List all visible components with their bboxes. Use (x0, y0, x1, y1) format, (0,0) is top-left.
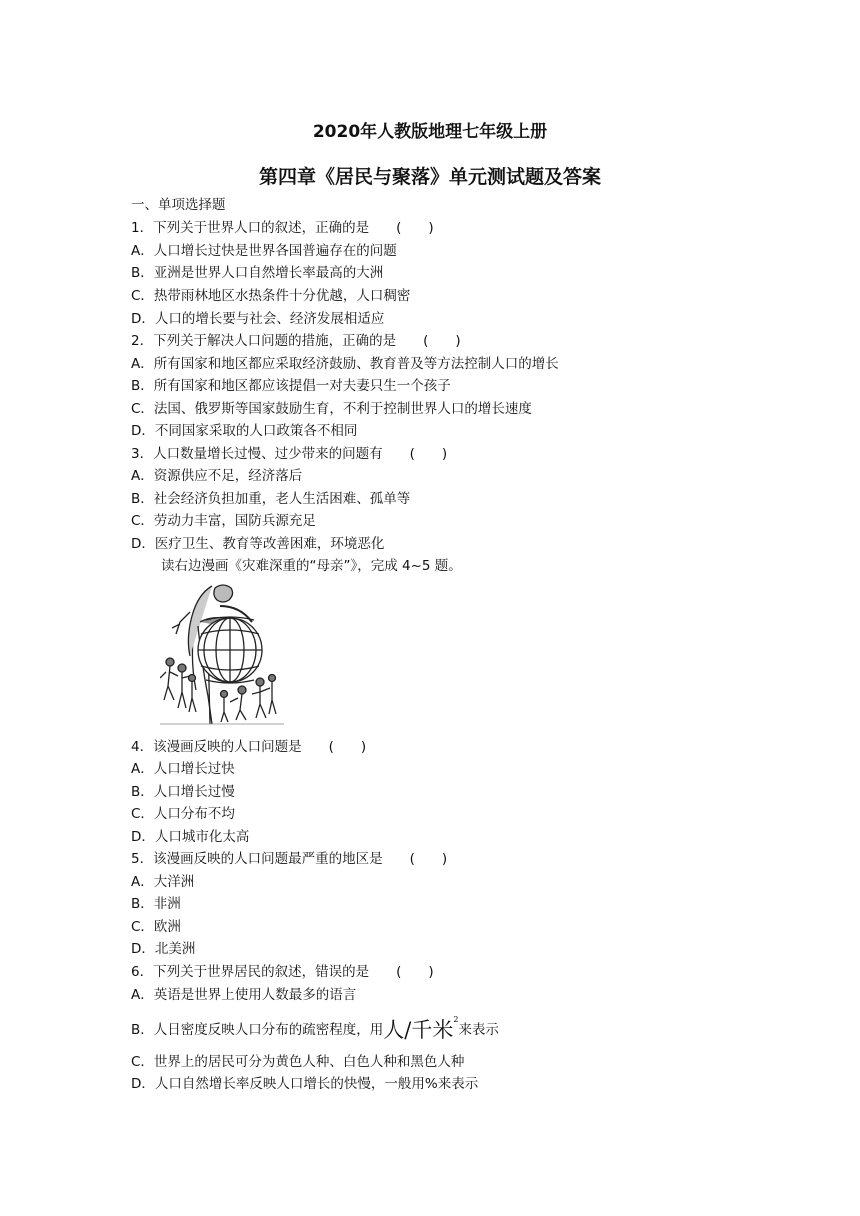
option-3c: C．劳动力丰富，国防兵源充足 (131, 513, 316, 529)
option-6c: C．世界上的居民可分为黄色人种、白色人种和黑色人种 (131, 1054, 465, 1070)
option-4d: D．人口城市化太高 (131, 829, 250, 845)
option-1b: B．亚洲是世界人口自然增长率最高的大洲 (131, 265, 384, 281)
question-1: 1．下列关于世界人口的叙述，正确的是 ( ) (131, 220, 434, 236)
option-3a: A．资源供应不足，经济落后 (131, 468, 303, 484)
option-3d: D．医疗卫生、教育等改善困难，环境恶化 (131, 536, 385, 552)
option-2d: D．不同国家采取的人口政策各不相同 (131, 423, 358, 439)
option-5b: B．非洲 (131, 896, 181, 912)
option-1c: C．热带雨林地区水热条件十分优越，人口稠密 (131, 288, 411, 304)
question-6: 6．下列关于世界居民的叙述，错误的是 ( ) (131, 964, 434, 980)
option-6b-text: B．人日密度反映人口分布的疏密程度，用 (131, 1022, 384, 1038)
option-2a: A．所有国家和地区都应采取经济鼓励、教育普及等方法控制人口的增长 (131, 356, 559, 372)
option-4c: C．人口分布不均 (131, 806, 235, 822)
unit-exponent: 2 (453, 1015, 459, 1024)
option-5c: C．欧洲 (131, 919, 181, 935)
option-1a: A．人口增长过快是世界各国普遍存在的问题 (131, 243, 397, 259)
question-2: 2．下列关于解决人口问题的措施，正确的是 ( ) (131, 333, 461, 349)
density-unit: 人/千米 (383, 1018, 454, 1042)
page-subtitle: 第四章《居民与聚落》单元测试题及答案 (258, 166, 601, 188)
option-1d: D．人口的增长要与社会、经济发展相适应 (131, 311, 385, 327)
question-3: 3．人口数量增长过慢、过少带来的问题有 ( ) (131, 446, 448, 462)
cartoon-mother-globe-image (160, 582, 284, 728)
option-6b (131, 1015, 499, 1042)
option-4b: B．人口增长过慢 (131, 784, 235, 800)
page-title: 2020年人教版地理七年级上册 (312, 122, 548, 142)
question-4: 4．该漫画反映的人口问题是 ( ) (131, 739, 367, 755)
section-heading: 一、单项选择题 (131, 197, 226, 213)
option-2b: B．所有国家和地区都应该提倡一对夫妻只生一个孩子 (131, 378, 451, 394)
cartoon-intro: 读右边漫画《灾难深重的“母亲”》，完成 4~5 题。 (161, 558, 462, 574)
option-5a: A．大洋洲 (131, 874, 195, 890)
density-unit-formula (383, 1015, 459, 1042)
option-6d: D．人口自然增长率反映人口增长的快慢，一般用%来表示 (131, 1076, 479, 1092)
option-6b-tail: 来表示 (458, 1022, 499, 1038)
option-4a: A．人口增长过快 (131, 761, 235, 777)
option-5d: D．北美洲 (131, 941, 196, 957)
option-3b: B．社会经济负担加重，老人生活困难、孤单等 (131, 491, 411, 507)
option-6a: A．英语是世界上使用人数最多的语言 (131, 987, 357, 1003)
question-5: 5．该漫画反映的人口问题最严重的地区是 ( ) (131, 851, 448, 867)
option-2c: C．法国、俄罗斯等国家鼓励生育，不利于控制世界人口的增长速度 (131, 401, 532, 417)
